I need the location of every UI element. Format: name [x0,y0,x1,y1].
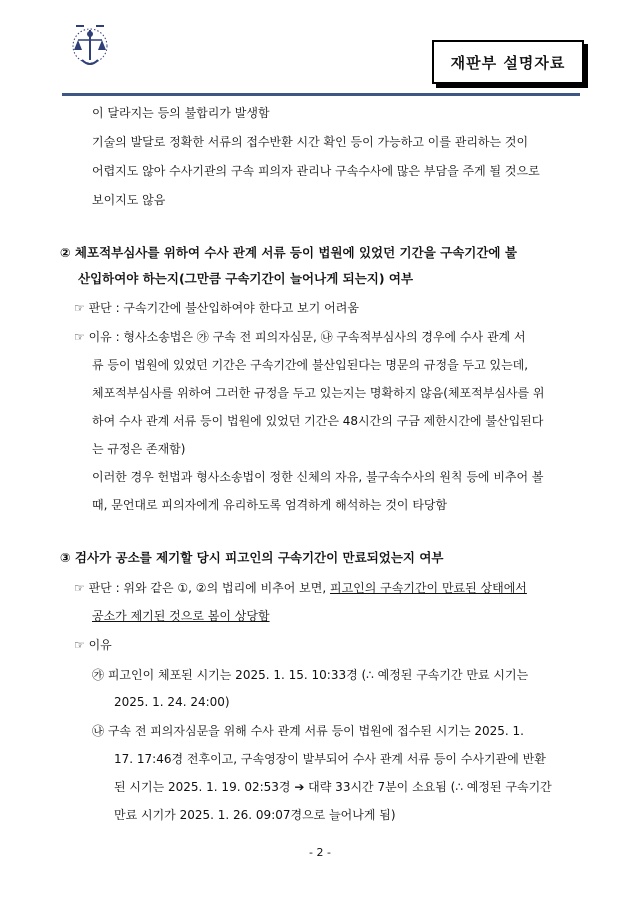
section-2-title-cont: 산입하여야 하는지(그만큼 구속기간이 늘어나게 되는지) 여부 [78,271,414,286]
section-3-title: ③ 검사가 공소를 제기할 당시 피고인의 구속기간이 만료되었는지 여부 [60,550,444,565]
judgment-conclusion: 피고인의 구속기간이 만료된 상태에서 [329,581,527,595]
judgment-prefix: ☞ 판단 : 위와 같은 ①, ②의 법리에 비추어 보면, [74,581,330,595]
text-line: 는 규정은 존재함) [92,442,186,456]
text-line: 기술의 발달로 정확한 서류의 접수반환 시간 확인 등이 가능하고 이를 관리하는 것이 [92,135,529,149]
reason-item-a: ㉮ 피고인이 체포된 시기는 2025. 1. 15. 10:33경 (∴ 예정된 구속기간 만료 시기는 [92,668,529,682]
text-line: 류 등이 법원에 있었던 기간은 구속기간에 불산입된다는 명문의 규정을 두고 있는데, [92,358,529,372]
judgment-conclusion-cont: 공소가 제기된 것으로 봄이 상당함 [92,609,270,623]
section-3-judgment [74,580,527,596]
text-line: 된 시기는 2025. 1. 19. 02:53경 ➔ 대략 33시간 7분이 소요됨 (∴ 예정된 구속기간 [114,780,552,794]
text-line: 하여 수사 관계 서류 등이 법원에 있었던 기간은 48시간의 구금 제한시간에 불산입된다 [92,414,544,428]
text-line: 2025. 1. 24. 24:00) [114,695,230,709]
section-2-title: ② 체포적부심사를 위하여 수사 관계 서류 등이 법원에 있었던 기간을 구속기간에 불 [60,245,517,260]
header-rule [62,93,580,96]
document-title-box [432,40,584,84]
section-3-reason-label: ☞ 이유 [74,638,112,652]
page-number: - 2 - [309,846,331,859]
court-seal-icon [62,16,118,74]
text-line: 이러한 경우 헌법과 형사소송법이 정한 신체의 자유, 불구속수사의 원칙 등에 비추어 볼 [92,470,544,484]
text-line: 어렵지도 않아 수사기관의 구속 피의자 관리나 구속수사에 많은 부담을 주게 될 것으로 [92,164,540,178]
section-2-judgment: ☞ 판단 : 구속기간에 불산입하여야 한다고 보기 어려움 [74,301,359,315]
section-2-reason: ☞ 이유 : 형사소송법은 ㉮ 구속 전 피의자심문, ㉯ 구속적부심사의 경우에 수사 관계 서 [74,330,526,344]
text-line: 보이지도 않음 [92,193,166,207]
text-line: 17. 17:46경 전후이고, 구속영장이 발부되어 수사 관계 서류 등이 수사기관에 반환 [114,752,546,766]
document-title: 재판부 설명자료 [450,53,566,72]
text-line: 이 달라지는 등의 불합리가 발생함 [92,106,270,120]
text-line: 만료 시기가 2025. 1. 26. 09:07경으로 늘어나게 됨) [114,808,396,822]
page-header [0,0,640,100]
text-line: 때, 문언대로 피의자에게 유리하도록 엄격하게 해석하는 것이 타당함 [92,498,448,512]
text-line: 체포적부심사를 위하여 그러한 규정을 두고 있는지는 명확하지 않음(체포적부심사를 위 [92,386,545,400]
reason-item-b: ㉯ 구속 전 피의자심문을 위해 수사 관계 서류 등이 법원에 접수된 시기는 2025. 1. [92,724,524,738]
